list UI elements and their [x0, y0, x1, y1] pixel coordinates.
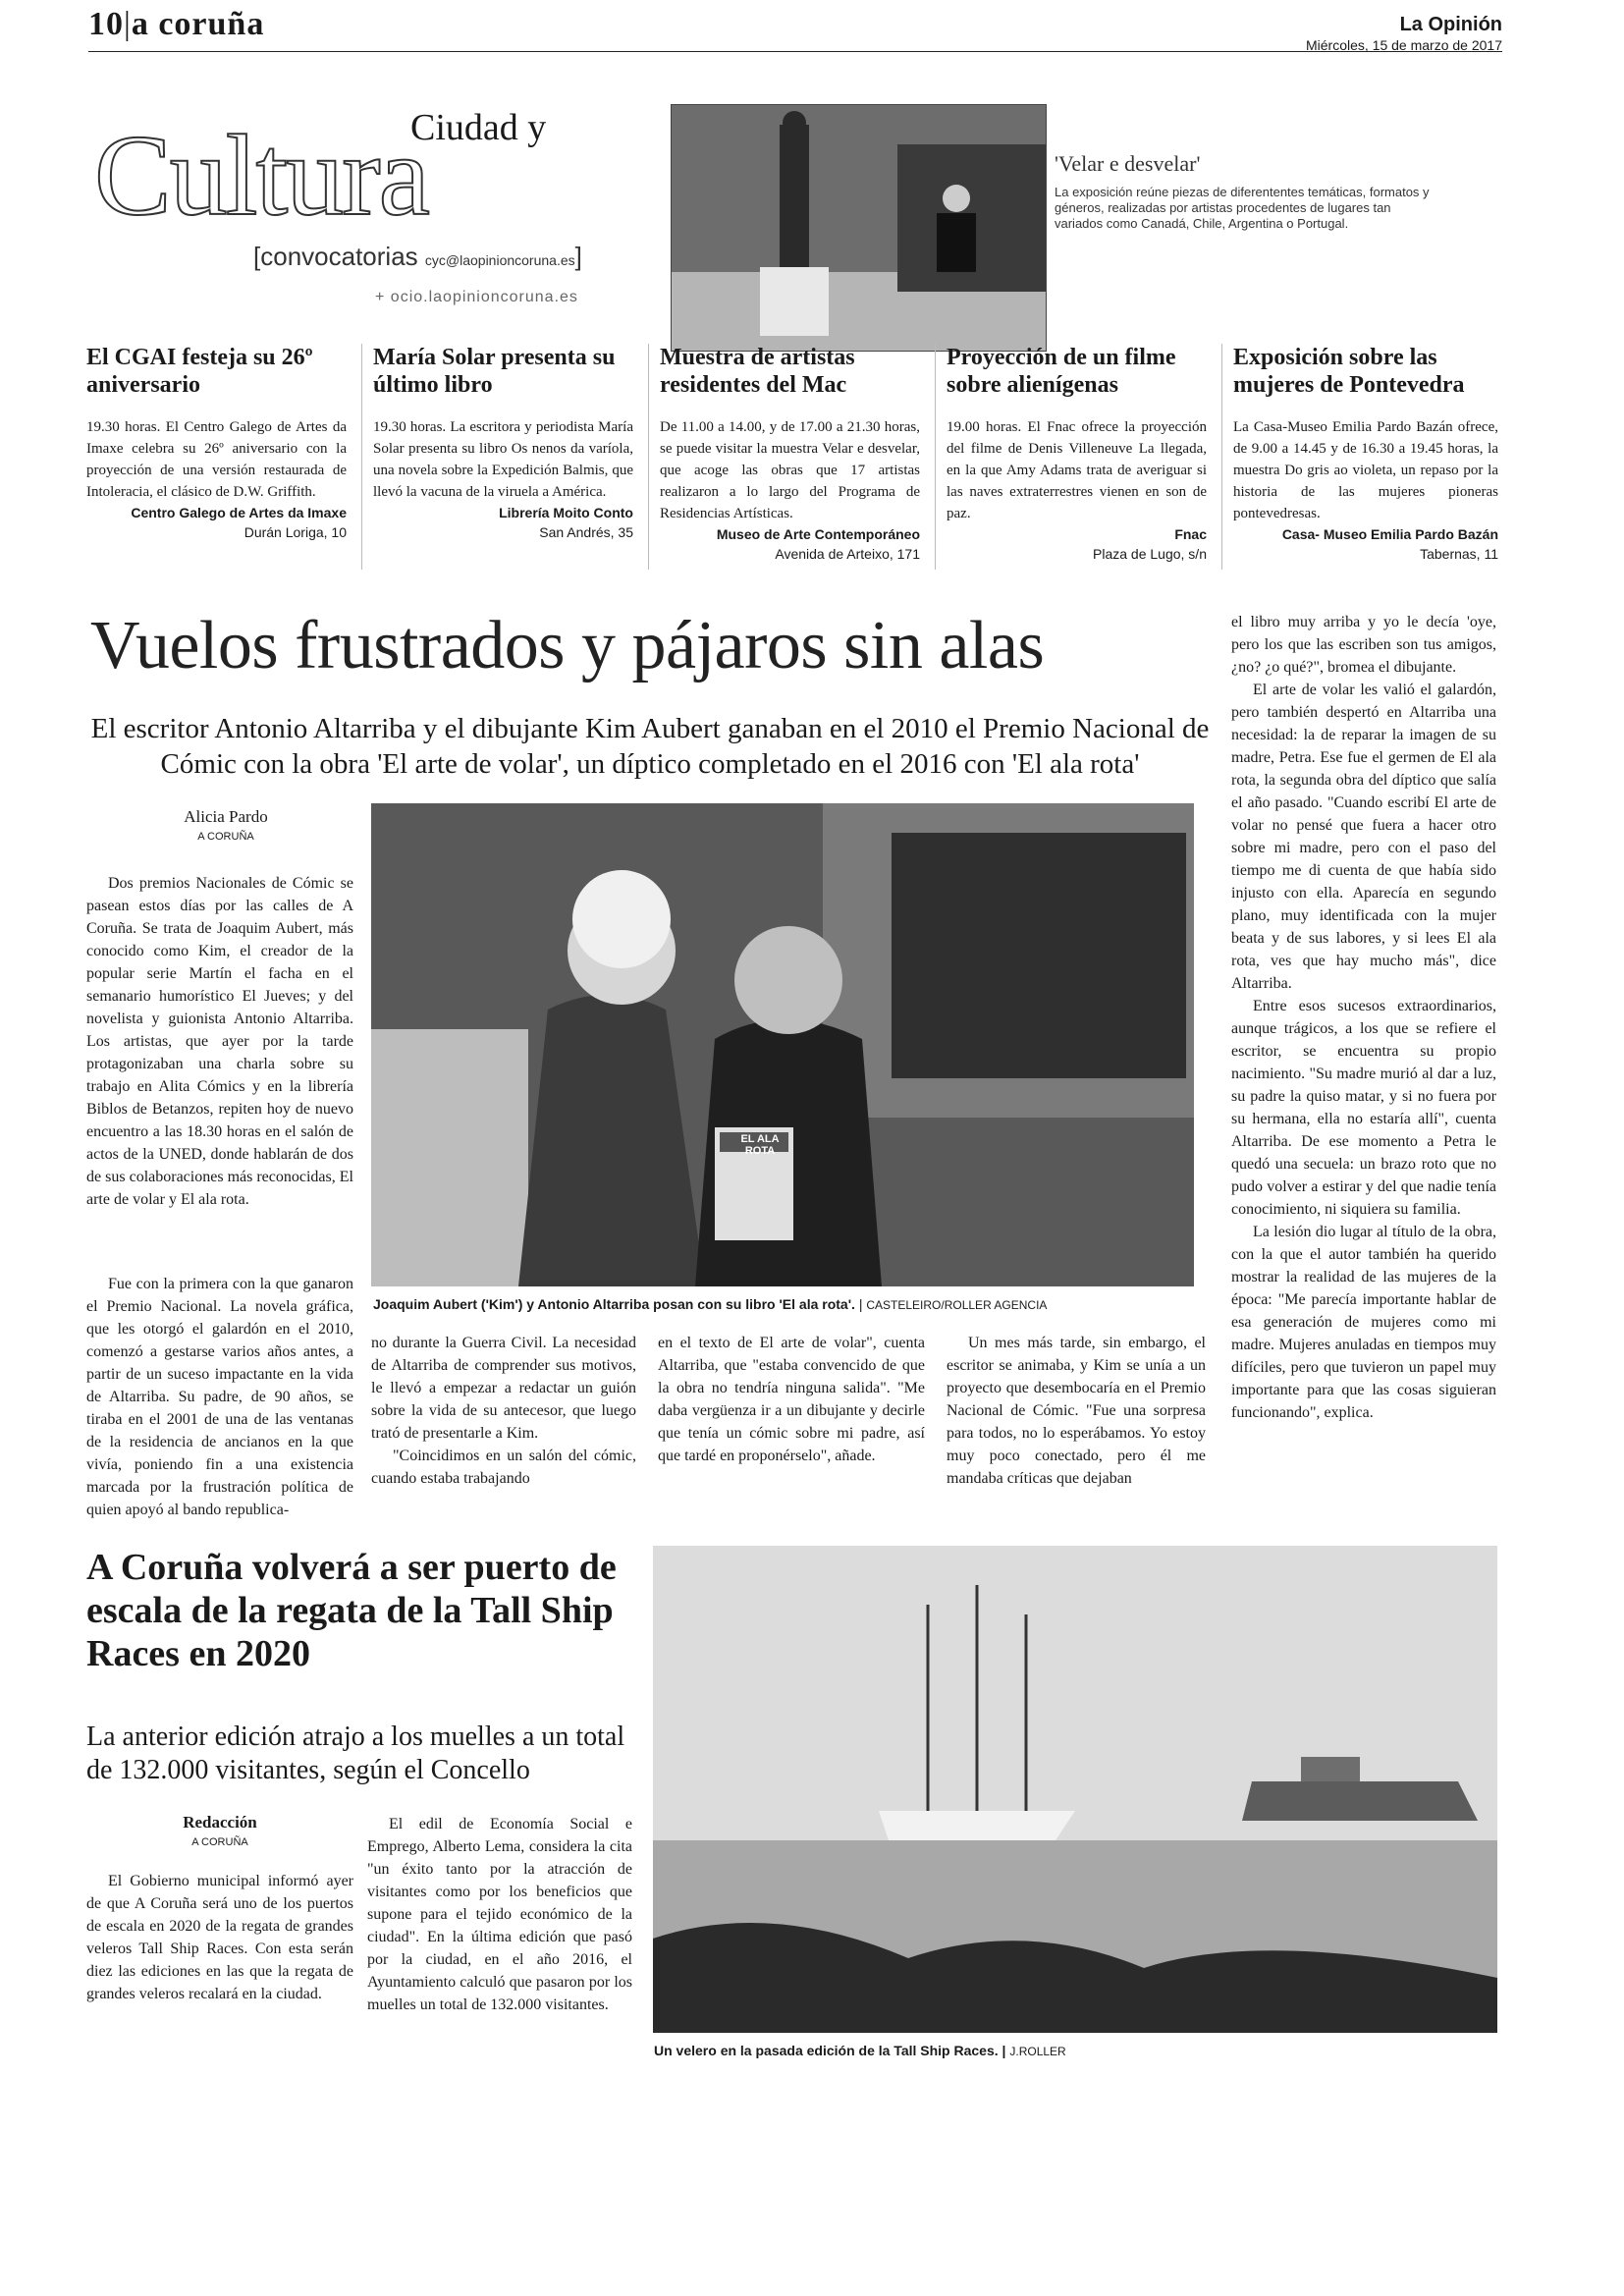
exhibition-photo: [671, 104, 1047, 352]
section-name: a coruña: [131, 6, 265, 42]
event-place: Fnac: [1174, 526, 1207, 542]
event-card: [660, 344, 920, 564]
event-card: [947, 344, 1207, 564]
authors-photo-caption: Joaquim Aubert ('Kim') y Antonio Altarriba posan con su libro 'El ala rota'. | CASTELEIRO/ROLLER AGENCIA: [373, 1296, 1048, 1312]
section-web-text: ocio.laopinioncoruna.es: [390, 289, 578, 305]
event-title: Exposición sobre las mujeres de Pontevedra: [1233, 345, 1465, 398]
event-place: Librería Moito Conto: [499, 505, 633, 520]
exhibition-caption-text: La exposición reúne piezas de diferententes temáticas, formatos y géneros, realizadas por artistas procedentes de lugares tan variados como Canadá, Chile, Argentina o Portugal.: [1055, 185, 1430, 231]
main-col3: [658, 1332, 925, 1467]
authors-photo: [371, 803, 1194, 1286]
column-divider: [935, 344, 936, 570]
event-text: La Casa-Museo Emilia Pardo Bazán ofrece, de 9.00 a 14.45 y de 16.30 a 19.45 horas, la muestra Do gris ao violeta, un repaso por la historia de las mujeres pioneras pontevedresas.: [1233, 419, 1498, 521]
event-card: [1233, 344, 1498, 564]
event-text: De 11.00 a 14.00, y de 17.00 a 21.30 horas, se puede visitar la muestra Velar e desvelar, que acoge las obras que 17 artistas realizaron a lo largo del Programa de Residencias Artísticas.: [660, 419, 920, 521]
tall-ship-photo: [653, 1546, 1497, 2033]
main-byline: [88, 807, 363, 847]
section-title-line2: Cultura: [94, 111, 428, 240]
event-address: Plaza de Lugo, s/n: [1093, 546, 1207, 562]
main-headline: Vuelos frustrados y pájaros sin alas: [90, 608, 1045, 683]
main-col1b: [86, 1273, 353, 1521]
second-col2: [367, 1813, 632, 2016]
event-place: Museo de Arte Contemporáneo: [716, 526, 920, 542]
caption-text: Un velero en la pasada edición de la Tall Ship Races.: [654, 2043, 999, 2058]
caption-credit: J.ROLLER: [1009, 2045, 1066, 2058]
book-title: EL ALA ROTA: [740, 1133, 780, 1157]
second-headline: A Coruña volverá a ser puerto de escala de la regata de la Tall Ship Races en 2020: [86, 1547, 617, 1674]
caption-text: Joaquim Aubert ('Kim') y Antonio Altarriba posan con su libro 'El ala rota'.: [373, 1296, 855, 1312]
paragraph: La lesión dio lugar al título de la obra, con la que el autor también ha querido mostrar la realidad de las mujeres de la época: "Me parecía importante hablar de esa generación de mujeres como mi madre. Mujeres anuladas en tiempos muy difíciles, pero que tuvieron un papel muy importante para que las cosas siguieran funcionando", explica.: [1231, 1224, 1496, 1421]
author-name: Alicia Pardo: [184, 807, 268, 826]
section-web[interactable]: + ocio.laopinioncoruna.es: [375, 289, 578, 305]
paragraph: Fue con la primera con la que ganaron el Premio Nacional. La novela gráfica, que les otorgó el galardón en el 2010, comenzó a gestarse varios años antes, a partir de un suceso impactante en la vida de Altarriba. Su padre, de 90 años, se tiraba en el 2001 de una de las ventanas de la residencia de ancianos en la que vivía, poniendo fin a una existencia marcada por la frustración política de quien apoyó al bando republica-: [86, 1276, 353, 1518]
event-card: [86, 344, 347, 542]
tall-ship-caption: Un velero en la pasada edición de la Tall Ship Races. | J.ROLLER: [654, 2043, 1066, 2058]
paragraph: no durante la Guerra Civil. La necesidad de Altarriba de comprender sus motivos, le llevó a empezar a redactar un guión sobre la vida de su antecesor, que luego trató de presentarle a Kim.: [371, 1335, 636, 1442]
second-byline: [86, 1813, 353, 1852]
event-place: Casa- Museo Emilia Pardo Bazán: [1281, 526, 1498, 542]
event-address: San Andrés, 35: [539, 524, 633, 540]
exhibition-caption-title: 'Velar e desvelar': [1055, 151, 1201, 176]
event-card: [373, 344, 633, 542]
column-divider: [1221, 344, 1222, 570]
event-address: Avenida de Arteixo, 171: [775, 546, 920, 562]
main-col5: [1231, 611, 1496, 1424]
convocatorias-text: convocatorias: [260, 242, 418, 271]
second-col1: [86, 1870, 353, 2005]
paragraph: en el texto de El arte de volar", cuenta Altarriba, que "estaba convencido de que la obra no tendría ninguna salida". "Me daba vergüenza ir a un dibujante y decirle que tenía un cómic sobre mi padre, así que tardé en proponérselo", añade.: [658, 1335, 925, 1464]
paragraph: el libro muy arriba y yo le decía 'oye, pero los que las escriben son tus amigos, ¿no? ¿o qué?", bromea el dibujante.: [1231, 614, 1496, 676]
section-title-line1: Ciudad y: [410, 107, 547, 148]
publication-name: La Opinión: [1399, 14, 1502, 35]
main-col4: [947, 1332, 1206, 1490]
authors-photo-illustration: [371, 803, 1194, 1286]
paragraph: El arte de volar les valió el galardón, pero también despertó en Altarriba una necesidad: la de reparar la imagen de su madre, Petra. Ese fue el germen de El ala rota, la segunda obra del díptico que salía el año pasado. "Cuando escribí El arte de volar no pensé que fuera a hacer otro sobre mi madre, pero con el paso del tiempo me di cuenta de que había sido injusto con ella. Aparecía en segundo plano, muy identificada con la mujer beata y de sus labores, y si lees El ala rota, ves que hay mucho más", dice Altarriba.: [1231, 682, 1496, 992]
exhibition-photo-illustration: [672, 105, 1046, 351]
header-rule: [88, 51, 1502, 52]
paragraph: "Coincidimos en un salón del cómic, cuando estaba trabajando: [371, 1448, 636, 1487]
author-location: A CORUÑA: [197, 831, 254, 843]
main-col2: [371, 1332, 636, 1490]
main-subheadline: El escritor Antonio Altarriba y el dibujante Kim Aubert ganaban en el 2010 el Premio Nacional de Cómic con la obra 'El arte de volar', un díptico completado en el 2016 con 'El ala rota': [90, 713, 1210, 780]
tall-ship-illustration: [653, 1546, 1497, 2033]
paragraph: Dos premios Nacionales de Cómic se pasean estos días por las calles de A Coruña. Se trata de Joaquim Aubert, más conocido como Kim, el creador de la popular serie Martín el facha en el semanario humorístico El Jueves; y del novelista y guionista Antonio Altarriba. Los artistas, que ayer por la tarde protagonizaban una charla sobre su trabajo en Alita Cómics y en la librería Biblos de Betanzos, repiten hoy de nuevo encuentro a las 18.30 horas en el salón de actos de la UNED, donde hablarán de dos de sus colaboraciones más reconocidas, El arte de volar y El ala rota.: [86, 875, 353, 1208]
issue-date: Miércoles, 15 de marzo de 2017: [1306, 37, 1502, 53]
event-address: Tabernas, 11: [1420, 546, 1498, 562]
section-email[interactable]: cyc@laopinioncoruna.es: [424, 252, 575, 268]
main-col1: [86, 872, 353, 1211]
paragraph: Entre esos sucesos extraordinarios, aunque trágicos, a los que se refiere el escritor, se encuentra su propio nacimiento. "Su madre murió al dar a luz, su padre la quiso matar, y si no fuera por su hermana, ella no estaría allí", cuenta Altarriba. De ese momento a Petra le quedó una secuela: un brazo roto que no pudo volver a estirar y del que nadie tenía conocimiento, ni siquiera su familia.: [1231, 998, 1496, 1218]
second-subheadline: La anterior edición atrajo a los muelles a un total de 132.000 visitantes, según el Concello: [86, 1722, 625, 1785]
event-title: El CGAI festeja su 26º aniversario: [86, 345, 313, 398]
event-text: 19.30 horas. El Centro Galego de Artes da Imaxe celebra su 26º aniversario con la proyección de una versión restaurada de Intoleracia, el clásico de D.W. Griffith.: [86, 419, 347, 500]
paragraph: El edil de Economía Social e Emprego, Alberto Lema, considera la cita "un éxito tanto por la atracción de visitantes como por los beneficios que supone para el tejido económico de la ciudad". En la última edición que pasó por la ciudad, en el año 2016, el Ayuntamiento calculó que pasaron por los muelles un total de 132.000 visitantes.: [367, 1816, 632, 2013]
event-address: Durán Loriga, 10: [244, 524, 347, 540]
event-title: Proyección de un filme sobre alienígenas: [947, 345, 1176, 398]
column-divider: [648, 344, 649, 570]
author-location: A CORUÑA: [191, 1836, 248, 1848]
column-divider: [361, 344, 362, 570]
author-name: Redacción: [183, 1813, 257, 1831]
event-text: 19.00 horas. El Fnac ofrece la proyección del filme de Denis Villeneuve La llegada, en la que Amy Adams trata de averiguar si las naves extraterrestres vienen en son de paz.: [947, 419, 1207, 521]
convocatorias-label: [convocatorias cyc@laopinioncoruna.es]: [253, 242, 582, 271]
caption-credit: CASTELEIRO/ROLLER AGENCIA: [866, 1298, 1048, 1312]
event-title: Muestra de artistas residentes del Mac: [660, 345, 855, 398]
paragraph: Un mes más tarde, sin embargo, el escritor se animaba, y Kim se unía a un proyecto que desembocaría en el Premio Nacional de Cómic. "Fue una sorpresa para todos, no lo esperábamos. Yo estoy muy poco conectado, pero él me mandaba críticas que dejaban: [947, 1335, 1206, 1487]
page-header: 10|a coruña: [88, 6, 265, 42]
event-text: 19.30 horas. La escritora y periodista María Solar presenta su libro Os nenos da varíola, una novela sobre la Expedición Balmis, que llevó la vacuna de la viruela a América.: [373, 419, 633, 500]
page-number: 10: [88, 6, 124, 42]
event-title: María Solar presenta su último libro: [373, 345, 616, 398]
paragraph: El Gobierno municipal informó ayer de que A Coruña será uno de los puertos de escala en 2020 de la regata de grandes veleros Tall Ship Races. Con esta serán diez las ediciones en las que la regata de grandes veleros recalará en la ciudad.: [86, 1873, 353, 2002]
event-place: Centro Galego de Artes da Imaxe: [131, 505, 347, 520]
